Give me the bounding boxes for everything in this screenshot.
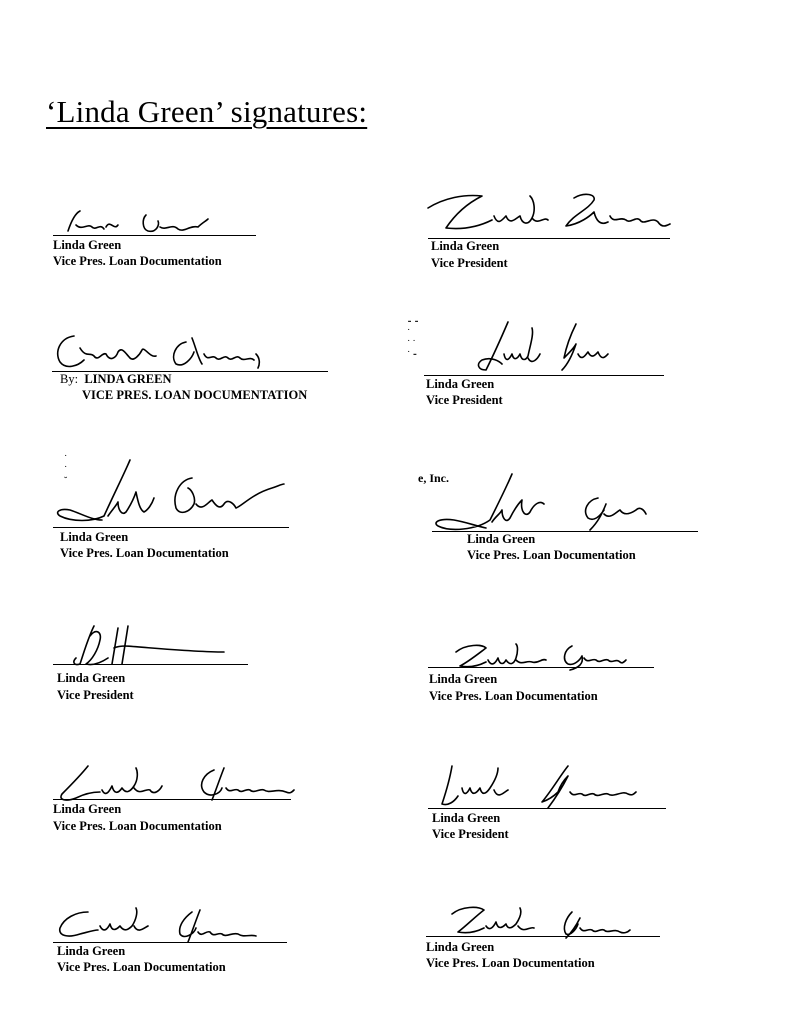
signer-title: Vice Pres. Loan Documentation xyxy=(60,546,229,560)
signature-line xyxy=(428,808,666,809)
signer-title: VICE PRES. LOAN DOCUMENTATION xyxy=(82,388,308,402)
handwritten-signature xyxy=(436,762,662,812)
signature-line xyxy=(53,527,289,528)
handwritten-signature xyxy=(62,205,212,237)
signature-line xyxy=(53,235,256,236)
signer-name: Linda Green xyxy=(429,672,498,686)
signer-name: LINDA GREEN xyxy=(84,372,172,386)
signature-line xyxy=(53,942,287,943)
signature-line xyxy=(426,936,660,937)
signer-title: Vice Pres. Loan Documentation xyxy=(53,254,222,268)
signer-name: Linda Green xyxy=(467,532,536,546)
signer-name: Linda Green xyxy=(57,944,126,958)
signer-name: Linda Green xyxy=(53,802,122,816)
signer-name: Linda Green xyxy=(426,940,495,954)
signer-title: Vice Pres. Loan Documentation xyxy=(53,819,222,833)
handwritten-signature xyxy=(424,186,674,242)
signer-name-line xyxy=(60,372,171,387)
signer-title: Vice Pres. Loan Documentation xyxy=(429,689,598,703)
signer-title: Vice Pres. Loan Documentation xyxy=(426,956,595,970)
page-title: ‘Linda Green’ signatures: xyxy=(46,94,368,129)
signature-line xyxy=(53,664,248,665)
signer-name: Linda Green xyxy=(60,530,129,544)
signer-title: Vice President xyxy=(432,827,509,841)
handwritten-signature xyxy=(430,470,660,536)
signer-name: Linda Green xyxy=(53,238,122,252)
signer-title: Vice Pres. Loan Documentation xyxy=(57,960,226,974)
signer-title: Vice Pres. Loan Documentation xyxy=(467,548,636,562)
handwritten-signature xyxy=(54,622,244,668)
by-label: By: xyxy=(60,372,79,386)
signer-title: Vice President xyxy=(57,688,134,702)
signer-name: Linda Green xyxy=(431,239,500,253)
signer-name: Linda Green xyxy=(57,671,126,685)
signature-line xyxy=(424,375,664,376)
signer-title: Vice President xyxy=(431,256,508,270)
signature-line xyxy=(428,667,654,668)
handwritten-signature xyxy=(52,328,272,374)
signer-title: Vice President xyxy=(426,393,503,407)
handwritten-signature xyxy=(472,318,612,378)
scan-artifact: ˙ ˙ ˘ xyxy=(64,454,70,487)
cropped-text-fragment: e, Inc. xyxy=(418,471,449,485)
handwritten-signature xyxy=(52,458,282,530)
signer-name: Linda Green xyxy=(426,377,495,391)
scan-artifact: ⁃⁃ ˙ ˙˙ ˙⁃ xyxy=(407,317,421,361)
signer-name: Linda Green xyxy=(432,811,501,825)
handwritten-signature xyxy=(54,904,264,946)
handwritten-signature xyxy=(446,902,636,940)
signature-line xyxy=(53,799,291,800)
